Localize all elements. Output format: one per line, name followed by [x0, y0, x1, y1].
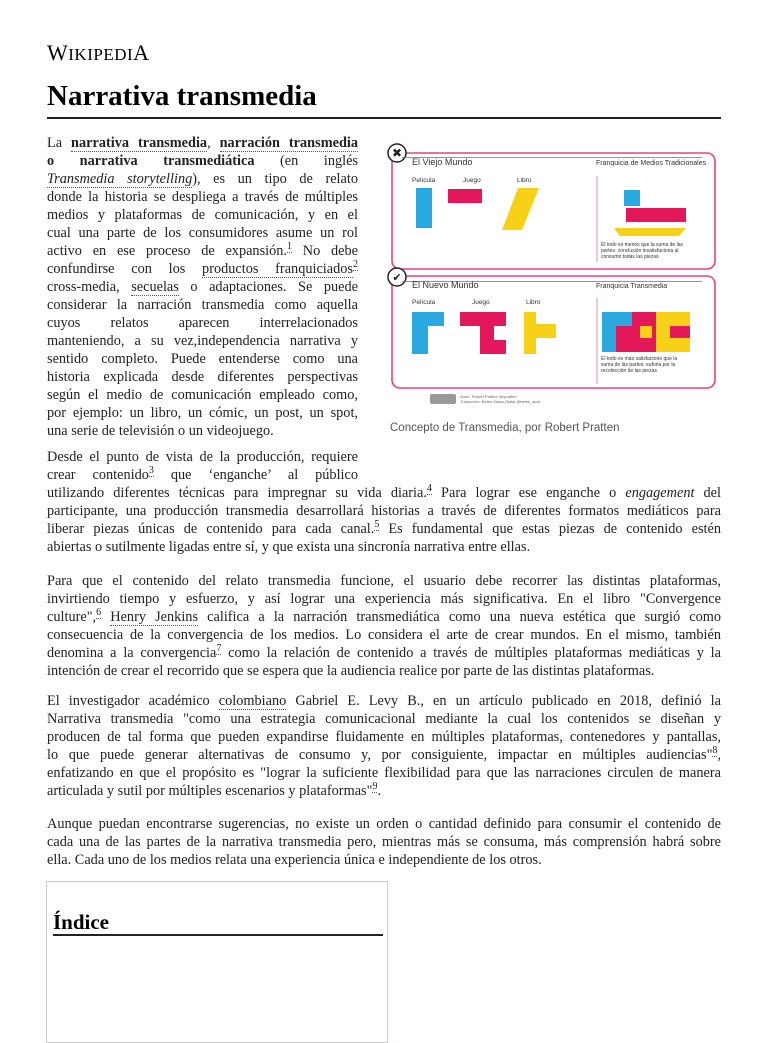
- top-label-libro: Libro: [517, 177, 532, 184]
- new-game-piece: [460, 312, 506, 354]
- svg-text:consumir todas las piezas: consumir todas las piezas: [601, 254, 659, 260]
- transmedia-diagram: [384, 140, 722, 412]
- ref-4[interactable]: 4: [426, 483, 432, 495]
- link-narrativa-transmedia[interactable]: narrativa transmedia: [71, 135, 208, 151]
- bottom-label-libro: Libro: [526, 299, 541, 306]
- top-label-pelicula: Película: [412, 177, 436, 184]
- old-game-piece: [448, 189, 482, 203]
- wikipedia-wordmark[interactable]: [47, 40, 150, 66]
- svg-text:recolección de las piezas: recolección de las piezas: [601, 368, 657, 374]
- title-rule: [47, 117, 721, 119]
- svg-text:Autor: Robert Pratten @rpratte: Autor: Robert Pratten @rpratten: [460, 394, 517, 399]
- old-book-piece: [502, 188, 539, 230]
- svg-text:suma de las partes: euforia po: suma de las partes: euforia por la: [601, 362, 676, 368]
- engagement-term: engagement: [625, 485, 695, 501]
- old-film-piece: [416, 188, 432, 228]
- wordmark-initial: W: [47, 40, 69, 65]
- link-transmedia-storytelling[interactable]: Transmedia storytelling: [47, 171, 193, 187]
- top-title: El Viejo Mundo: [412, 157, 473, 167]
- ref-6[interactable]: 6: [96, 607, 102, 619]
- link-henry-jenkins[interactable]: Henry Jenkins: [110, 609, 199, 625]
- intro-paragraph: La narrativa transmedia, narración transmedia o narrativa transmediática (en inglés Transmedia storytelling), es un tipo de relato donde la historia se despliega a través de múltiples medios y plataformas de comunicación, y en el cual una parte de los consumidores asume un rol activo en ese proceso de expansión.$^1$ No debe confundirse con los productos franquiciados$^2$ cross-media, secuelas o adaptaciones. Se puede considerar la narración transmedia como aquella cuyos relatos aparecen interrelacionados manteniendo, a su vez,independencia narrativa y sentido completo. Puede entenderse como una historia explicada desde diferentes perspectivas según el medio de comunicación empleado como, por ejemplo: un libro, un cómic, un post, un spot, una serie de televisión o un videojuego.: [47, 135, 359, 439]
- bottom-title: El Nuevo Mundo: [412, 280, 479, 290]
- svg-text:El todo es menos que la suma d: El todo es menos que la suma de las: [601, 242, 683, 248]
- paragraph-consumption: Aunque puedan encontrarse sugerencias, no existe un orden o cantidad definido para consumir el contenido de cada una de las partes de la narrativa transmedia pero, mientras más se consuma, más comprensión habrá sobre ella. Cada uno de los medios relata una experiencia única e independiente de los otros.: [47, 816, 721, 868]
- link-colombiano[interactable]: colombiano: [218, 693, 287, 709]
- cross-icon: ✖: [391, 146, 403, 160]
- paragraph-production: Desde el punto de vista de la producción, requiere crear contenido$^3$ que ‘enganche’ al público utilizando diferentes técnicas para impregnar su vida diaria.$^4$ Para lograr ese enganche o engagement del participante, una producción transmedia desarrollará historias a través de diferentes formatos mediáticos para liberar piezas únicas de contenido para cada canal.$^5$ Es fundamental que estas piezas de contenido estén abiertas o sutilmente ligadas entre sí, y que exista una sincronía narrativa entre ellas.: [47, 449, 721, 555]
- paragraph-levy: El investigador académico colombiano Gabriel E. Levy B., en un artículo publicado en 2018, definió la Narrativa transmedia "como una estrategia comunicacional mediante la cual los contenidos se diseñan y producen de tal forma que pueden expandirse fluidamente en múltiples plataformas, contenedores y pantallas, lo que puede generar alternativas de consumo y, por consiguiente, impactar en múltiples audiencias"$^8$, enfatizando en que el propósito es "lograr la suficiente flexibilidad para que las narraciones circulen de manera articulada y sutil por múltiples escenarios y plataformas"$^9$.: [47, 693, 721, 799]
- ref-7[interactable]: 7: [216, 643, 222, 655]
- bold-term: o narrativa transmediática: [47, 153, 255, 169]
- check-icon: ✔: [392, 272, 402, 284]
- cc-license-icon: [430, 394, 456, 404]
- toc-rule: [53, 934, 383, 936]
- ref-1[interactable]: 1: [287, 241, 292, 253]
- bottom-label-juego: Juego: [472, 299, 490, 306]
- top-label-juego: Juego: [463, 177, 481, 184]
- new-book-piece: [524, 312, 556, 354]
- svg-text:partes: conclusión insatisfact: partes: conclusión insatisfactoria al: [601, 248, 679, 254]
- bottom-label-pelicula: Película: [412, 299, 436, 306]
- new-film-piece: [412, 312, 444, 354]
- ref-8[interactable]: 8: [712, 745, 718, 757]
- ref-5[interactable]: 5: [374, 519, 380, 531]
- link-secuelas[interactable]: secuelas: [131, 279, 179, 295]
- page-title: Narrativa transmedia: [47, 80, 317, 112]
- top-right-label: Franquicia de Medios Tradicionales: [596, 160, 707, 167]
- figure-caption: Concepto de Transmedia, por Robert Pratten: [390, 422, 620, 434]
- ref-9[interactable]: 9: [372, 781, 378, 793]
- wordmark-end: A: [133, 40, 150, 65]
- ref-3[interactable]: 3: [148, 465, 154, 477]
- table-of-contents: [46, 881, 388, 1043]
- ref-2[interactable]: 2: [352, 259, 358, 271]
- bottom-right-label: Franquicia Transmedia: [596, 283, 668, 290]
- svg-text:El todo es más satisfactorio q: El todo es más satisfactorio que la: [601, 356, 678, 362]
- link-productos-franquiciados[interactable]: productos franquiciados: [202, 261, 353, 277]
- toc-title: Índice: [53, 910, 110, 934]
- svg-text:Traducción: Belén Santa-Olalla: Traducción: Belén Santa-Olalla @belen_sinki: [460, 399, 541, 404]
- wordmark-middle: IKIPEDI: [68, 45, 134, 64]
- figure-transmedia[interactable]: [384, 140, 722, 412]
- link-narracion[interactable]: narración transmedia: [219, 135, 359, 151]
- paragraph-convergence: Para que el contenido del relato transmedia funcione, el usuario debe recorrer las distintas plataformas, invirtiendo tiempo y esfuerzo, y así lograr una experiencia más significativa. En el libro "Convergence culture",$^6$ Henry Jenkins califica a la narración transmediática como una nueva estética que surgió como consecuencia de la convergencia de los medios. Lo considera el arte de crear mundos. En el mismo, también denomina a la convergencia$^7$ como la relación de contenido a través de múltiples plataformas mediáticas y la intención de crear el recorrido que se espera que la audiencia realice por parte de las distintas plataformas.: [47, 573, 721, 679]
